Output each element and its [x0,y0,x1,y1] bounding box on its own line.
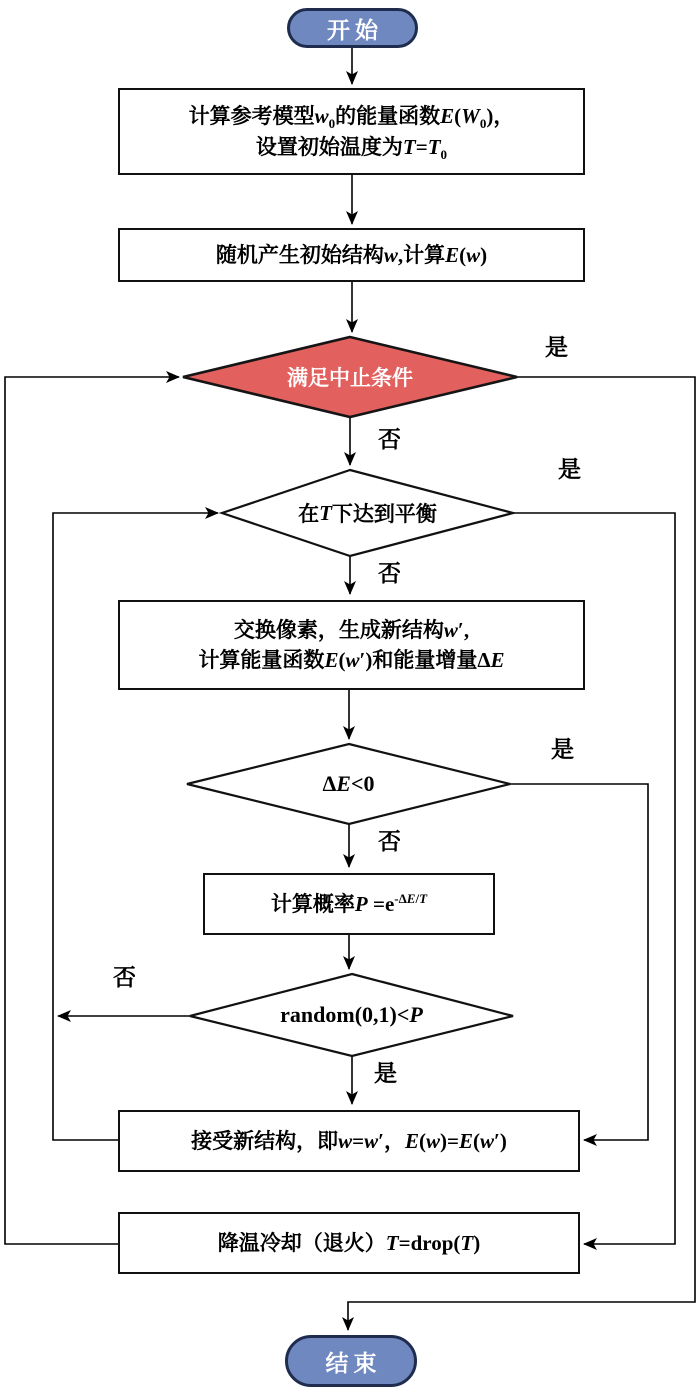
process-perturb [118,600,585,690]
process-cool-label: 降温冷却（退火）T=drop(T) [217,1230,481,1255]
process-probability [203,873,495,935]
process-cool [118,1212,580,1274]
decision-random-shape [190,974,513,1056]
decision-random-label: random(0,1)< P [280,1002,423,1027]
process-random-init-label: 随机产生初始结构w,计算E(w) [215,242,488,267]
decision-deltae-label: Δ E <0 [322,771,375,796]
decision-terminate-shape [183,337,517,417]
label-equilibrium-no: 否 [378,561,401,586]
process-random-init [118,228,585,282]
process-perturb-line1: 交换像素，生成新结构w′, [233,617,470,642]
start-label: 开始 [327,17,383,43]
edge-deltae-yes [510,784,648,1140]
end-node [285,1335,417,1387]
label-equilibrium-yes: 是 [558,457,581,482]
process-probability-label: 计算概率$P =e^{-\Delta E/T}$ [270,890,428,916]
decision-terminate-label: 满足中止条件 [287,366,413,390]
label-random-no: 否 [113,965,136,990]
start-node [287,8,418,48]
label-random-yes: 是 [374,1061,397,1086]
decision-equilibrium-label: 在 T 下达到平衡 [298,500,437,526]
process-accept [118,1110,580,1172]
process-init [118,88,585,175]
process-init-line1: 计算参考模型$w_0$的能量函数$E(W_0)$， [188,104,515,132]
label-deltae-yes: 是 [551,737,574,762]
label-terminate-yes: 是 [545,335,568,360]
process-accept-label: 接受新结构，即w=w′，E(w)=E(w′) [191,1128,507,1153]
end-label: 结束 [325,1350,382,1376]
label-terminate-no: 否 [378,427,401,452]
label-deltae-no: 否 [378,829,401,854]
decision-equilibrium-shape [222,470,513,556]
decision-deltae-shape [187,744,510,824]
process-init-line2: 设置初始温度为$T=T_0$ [255,134,448,162]
process-perturb-line2: 计算能量函数E(w′)和能量增量ΔE [198,648,505,672]
